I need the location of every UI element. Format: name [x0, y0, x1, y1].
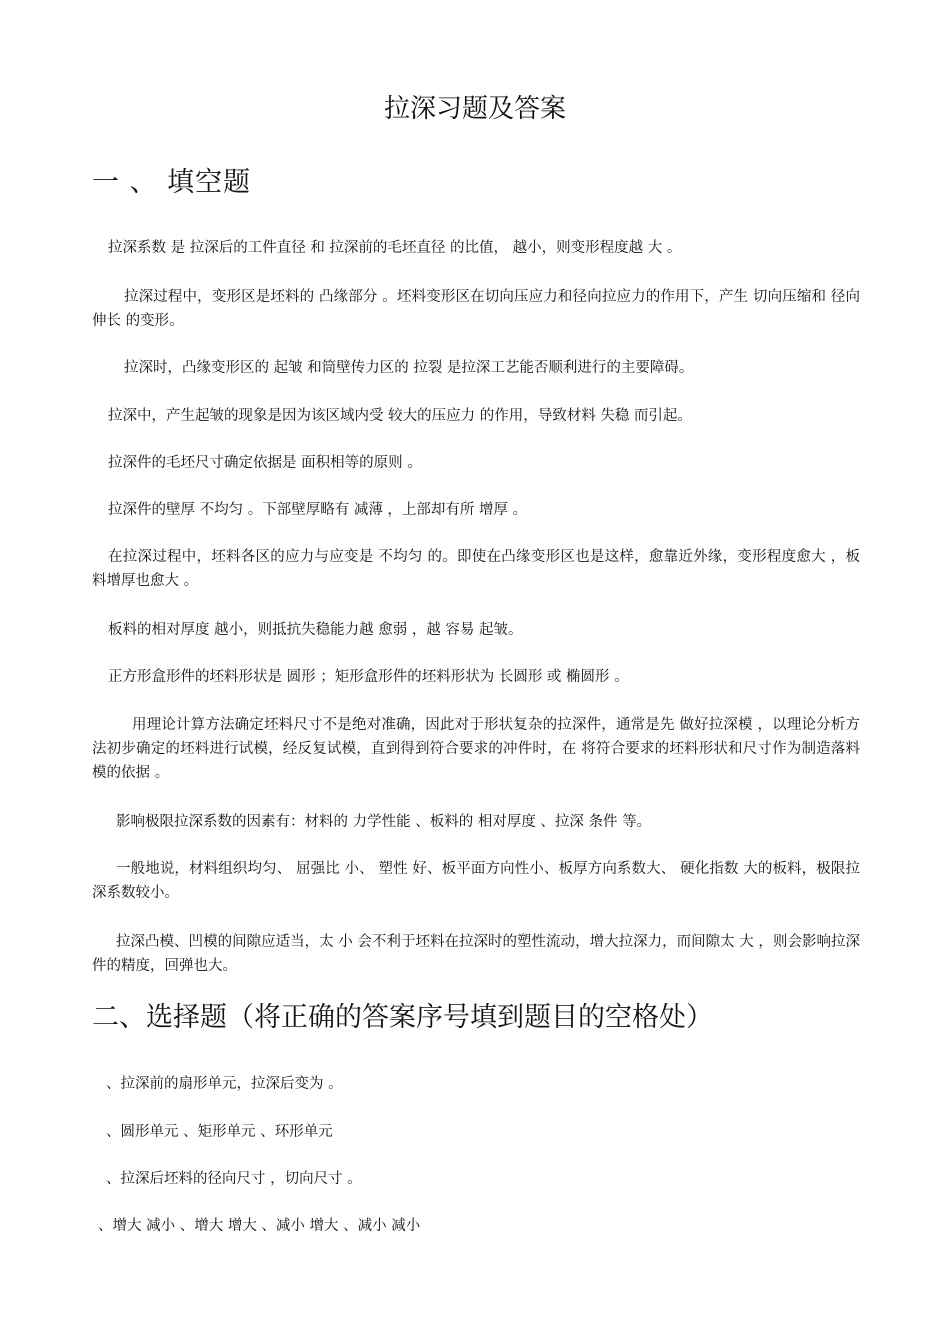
fill-item-4: 拉深中，产生起皱的现象是因为该区域内受 较大的压应力 的作用，导致材料 失稳 而引起。 — [108, 408, 692, 424]
fill-item-6: 拉深件的壁厚 不均匀 。下部壁厚略有 减薄 ，上部却有所 增厚 。 — [108, 502, 528, 518]
section-heading-fill-in: 一 、 填空题 — [92, 167, 252, 198]
choice-question-2: 、拉深后坯料的径向尺寸 ，切向尺寸 。 — [106, 1171, 362, 1187]
fill-item-13: 拉深凸模、凹模的间隙应适当，太 小 会不利于坯料在拉深时的塑性流动，增大拉深力，而间隙太 大 ，则会影响拉深件的精度，回弹也大。 — [92, 934, 860, 974]
fill-item-7: 在拉深过程中，坯料各区的应力与应变是 不均匀 的。即使在凸缘变形区也是这样，愈靠近外缘，变形程度愈大 ，板料增厚也愈大 。 — [92, 549, 860, 589]
fill-item-11: 影响极限拉深系数的因素有：材料的 力学性能 、板料的 相对厚度 、拉深 条件 等。 — [116, 814, 652, 830]
fill-item-10: 用理论计算方法确定坯料尺寸不是绝对准确，因此对于形状复杂的拉深件，通常是先 做好拉深模 ，以理论分析方法初步确定的坯料进行试模，经反复试模，直到得到符合要求的冲件时，在 将符合要求的坯料形状和尺寸作为制造落料模的依据 。 — [92, 717, 860, 781]
document-title: 拉深习题及答案 — [383, 94, 566, 124]
fill-item-3: 拉深时，凸缘变形区的 起皱 和筒壁传力区的 拉裂 是拉深工艺能否顺利进行的主要障碍。 — [124, 360, 694, 376]
choice-question-1: 、拉深前的扇形单元，拉深后变为 。 — [106, 1076, 343, 1092]
fill-item-9: 正方形盒形件的坯料形状是 圆形 ；矩形盒形件的坯料形状为 长圆形 或 椭圆形 。 — [108, 669, 629, 685]
choice-options-1: 、圆形单元 、矩形单元 、环形单元 — [106, 1124, 333, 1140]
fill-item-5: 拉深件的毛坯尺寸确定依据是 面积相等的原则 。 — [108, 455, 422, 471]
choice-options-2: 、增大 减小 、增大 增大 、减小 增大 、减小 减小 — [98, 1218, 421, 1234]
section-heading-choice: 二、选择题（将正确的答案序号填到题目的空格处） — [92, 1002, 713, 1033]
fill-item-8: 板料的相对厚度 越小，则抵抗失稳能力越 愈弱 ，越 容易 起皱。 — [108, 622, 523, 638]
fill-item-12: 一般地说，材料组织均匀、 屈强比 小、 塑性 好、板平面方向性小、板厚方向系数大、 硬化指数 大的板料，极限拉深系数较小。 — [92, 861, 860, 901]
fill-item-1: 拉深系数 是 拉深后的工件直径 和 拉深前的毛坯直径 的比值， 越小，则变形程度越 大 。 — [108, 240, 682, 256]
fill-item-2: 拉深过程中，变形区是坯料的 凸缘部分 。坯料变形区在切向压应力和径向拉应力的作用下，产生 切向压缩和 径向伸长 的变形。 — [92, 289, 860, 329]
